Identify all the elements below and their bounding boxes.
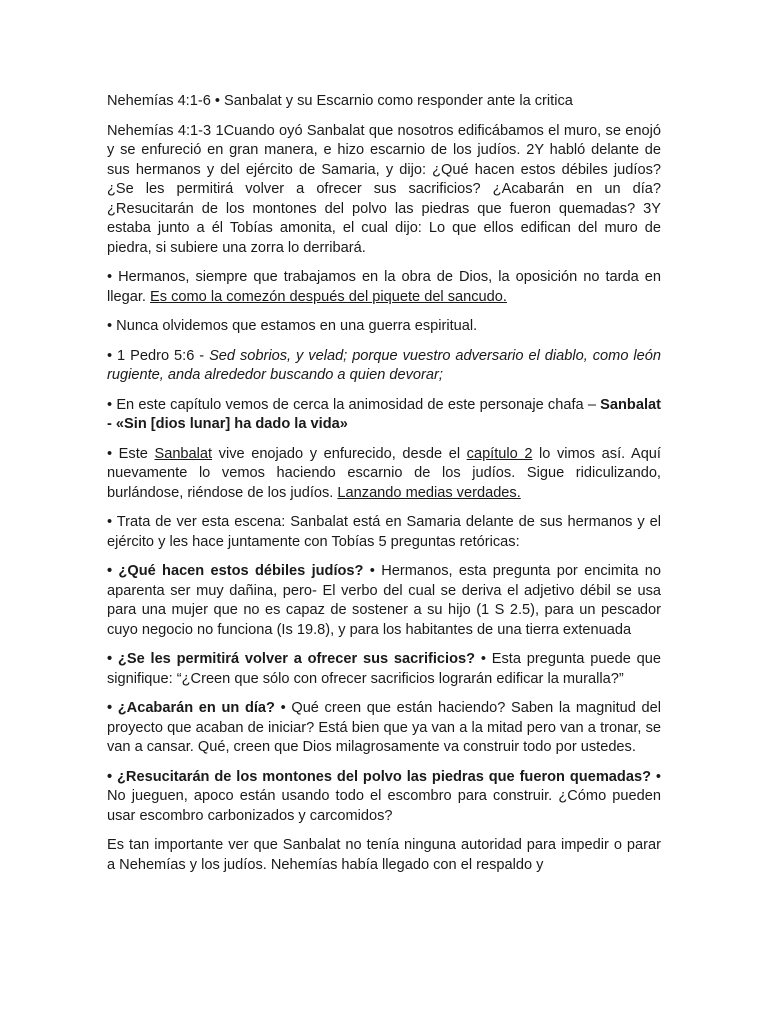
- underlined-half-truths: Lanzando medias verdades.: [337, 484, 521, 501]
- underlined-phrase: Es como la comezón después del piquete del sancudo.: [150, 288, 507, 305]
- bullet-opposition-text: • Hermanos, siempre que trabajamos en la obra de Dios, la oposición no tarda en llegar.: [107, 269, 661, 305]
- underlined-sanbalat: Sanbalat: [154, 445, 213, 462]
- question-2-heading: • ¿Se les permitirá volver a ofrecer sus sacrificios?: [107, 651, 476, 667]
- bullet-animosity: [107, 396, 661, 435]
- text-run: vive enojado y enfurecido, desde el: [212, 445, 467, 462]
- question-2: [107, 650, 661, 689]
- question-1-heading: • ¿Qué hacen estos débiles judíos?: [107, 563, 364, 579]
- question-4-text: • No jueguen, apoco están usando todo el escombro para construir. ¿Cómo pueden usar escombro carbonizados y carcomidos?: [107, 768, 661, 824]
- bullet-1-pedro: [107, 347, 661, 386]
- closing-paragraph: Es tan importante ver que Sanbalat no tenía ninguna autoridad para impedir o parar a Nehemías y los judíos. Nehemías había llegado con el respaldo y: [107, 837, 661, 873]
- question-4: [107, 768, 661, 827]
- bullet-sanbalat-angry: [107, 445, 661, 504]
- bullet-1-pedro-quote: Sed sobrios, y velad; porque vuestro adversario el diablo, como león rugiente, anda alrededor buscando a quien devorar;: [107, 347, 661, 383]
- bullet-1-pedro-ref: • 1 Pedro 5:6 -: [107, 347, 210, 364]
- sanbalat-meaning: Sanbalat - «Sin [dios lunar] ha dado la vida»: [107, 396, 661, 432]
- document-title: Nehemías 4:1-6 • Sanbalat y su Escarnio como responder ante la critica: [107, 93, 573, 109]
- underlined-chapter: capítulo 2: [466, 445, 533, 462]
- scripture-paragraph: Nehemías 4:1-3 1Cuando oyó Sanbalat que nosotros edificábamos el muro, se enojó y se enfureció en gran manera, e hizo escarnio de los judíos. 2Y habló delante de sus hermanos y del ejército de Samaria, y dijo: ¿Qué hacen estos débiles judíos? ¿Se les permitirá volver a ofrecer sus sacrificios? ¿Acabarán en un día? ¿Resucitarán de los montones del polvo las piedras que fueron quemadas? 3Y estaba junto a él Tobías amonita, el cual dijo: Lo que ellos edifican del muro de piedra, si subiere una zorra lo derribará.: [107, 122, 661, 256]
- document-page: [107, 92, 661, 885]
- question-2-text: • Esta pregunta puede que signifique: “¿Creen que sólo con ofrecer sacrificios lograrán edificar la muralla?”: [107, 651, 661, 687]
- text-run: • Este: [107, 445, 155, 462]
- question-1-text: • Hermanos, esta pregunta por encimita no aparenta ser muy dañina, pero- El verbo del cual se deriva el adjetivo débil se usa para una mujer que no es capaz de sostener a su hijo (1 S 2.5), para un pescador cuyo negocio no funciona (Is 19.8), y para los habitantes de una tierra extenuada: [107, 563, 661, 638]
- bullet-opposition: [107, 268, 661, 307]
- bullet-animosity-text: • En este capítulo vemos de cerca la animosidad de este personaje chafa –: [107, 396, 601, 413]
- text-run: lo vimos así. Aquí nuevamente lo vemos haciendo escarnio de los judíos. Sigue ridiculizando, burlándose, riéndose de los judíos.: [107, 445, 661, 501]
- question-1: [107, 562, 661, 640]
- bullet-spiritual-war: • Nunca olvidemos que estamos en una guerra espiritual.: [107, 318, 478, 334]
- question-3: [107, 699, 661, 758]
- bullet-scene: • Trata de ver esta escena: Sanbalat está en Samaria delante de sus hermanos y el ejército y les hace juntamente con Tobías 5 preguntas retóricas:: [107, 514, 661, 550]
- question-3-heading: • ¿Acabarán en un día?: [107, 700, 275, 716]
- question-4-heading: • ¿Resucitarán de los montones del polvo las piedras que fueron quemadas?: [107, 768, 651, 785]
- question-3-text: • Qué creen que están haciendo? Saben la magnitud del proyecto que acaban de iniciar? Está bien que ya van a la mitad pero van a tronar, se van a cansar. Qué, creen que Dios milagrosamente va construir todo por ustedes.: [107, 700, 661, 755]
